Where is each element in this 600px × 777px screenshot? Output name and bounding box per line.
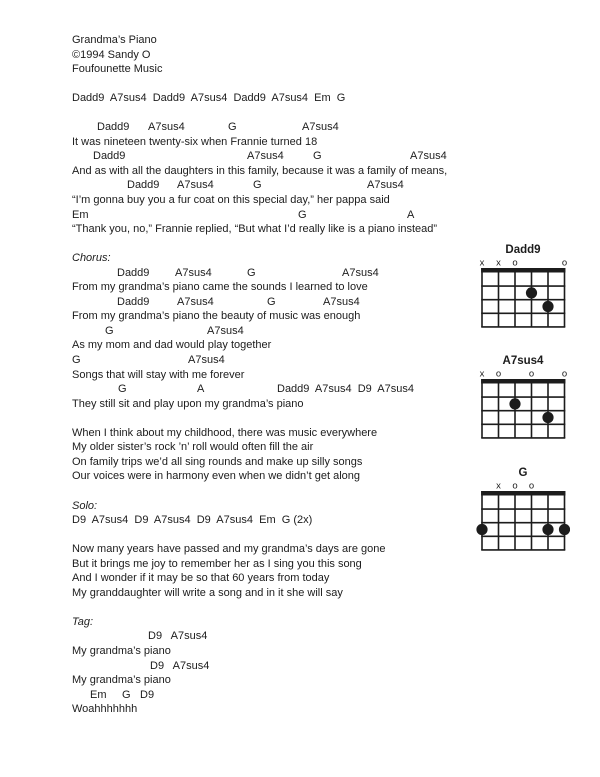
chord-name: Dadd9 [117,266,150,279]
lyric-line: From my grandma’s piano came the sounds I learned to love [72,281,368,294]
chord-name: G [298,208,307,221]
chord-name: A7sus4 [177,295,214,308]
chord-name: A7sus4 [148,121,185,134]
chord-name: D9 A7sus4 [150,659,210,672]
nut-bar [481,268,565,273]
lyric-line: My grandma’s piano [72,644,171,657]
lyric-line: My grandma’s piano [72,674,171,687]
chord-diagram-title: Dadd9 [505,244,541,256]
section-label: Tag: [72,615,94,628]
chord-name: A7sus4 [302,121,339,134]
chord-name: G [118,383,127,396]
chord-name: Dadd9 A7sus4 Dadd9 A7sus4 Dadd9 A7sus4 Em G [72,92,346,105]
chord-line [0,91,600,106]
chord-diagram-a7sus4 [476,355,570,440]
chord-name: A [197,383,205,396]
nut-bar [481,379,565,384]
chord-name: Em [90,688,107,701]
chord-name: D9 A7sus4 [148,630,208,643]
chord-name: A [407,208,415,221]
chord-diagram-title: A7sus4 [502,355,544,367]
chord-name: A7sus4 [177,179,214,192]
chord-name: A7sus4 [247,150,284,163]
muted-string-marker-icon: x [496,257,501,269]
header-line: Foufounette Music [72,63,163,76]
chord-name: Dadd9 [97,121,130,134]
fretboard-grid-icon [476,257,570,329]
nut-bar [481,491,565,496]
chord-name: Dadd9 [127,179,160,192]
muted-string-marker-icon: x [479,368,485,380]
chord-name: G [267,295,276,308]
lyric-line: On family trips we’d all sing rounds and make up silly songs [72,455,363,468]
chord-name: G [313,150,322,163]
chord-name: G [253,179,262,192]
chord-line [0,688,600,703]
finger-dot-icon [476,524,487,535]
lyric-line: When I think about my childhood, there was music everywhere [72,426,378,439]
lyric-line: Woahhhhhhh [72,703,138,716]
lyric-line: Songs that will stay with me forever [72,368,245,381]
finger-dot-icon [526,287,537,298]
lyric-line: My granddaughter will write a song and in it she will say [72,586,343,599]
chord-name: Dadd9 [117,295,150,308]
blank-line [0,77,600,92]
open-string-marker-icon: o [528,480,535,492]
chord-name: A7sus4 [188,354,225,367]
muted-string-marker-icon: x [479,257,485,269]
chord-name: A7sus4 [342,266,379,279]
chord-line [0,178,600,193]
open-string-marker-icon: o [495,368,502,380]
blank-line [0,106,600,121]
lyric-line: “Thank you, no,” Frannie replied, “But what I’d really like is a piano instead” [72,223,438,236]
finger-dot-icon [542,524,553,535]
finger-dot-icon [559,524,570,535]
header-line: Grandma’s Piano [72,34,157,46]
lyric-line: As my mom and dad would play together [72,339,272,352]
open-string-marker-icon: o [561,257,568,269]
fretboard-grid-icon [476,368,570,440]
open-string-marker-icon: o [528,368,535,380]
chord-name: Dadd9 [93,150,126,163]
chord-diagram-g [476,467,570,552]
chord-name: Em [72,208,89,221]
lyric-line: And I wonder if it may be so that 60 years from today [72,572,330,585]
chord-diagram-dadd9 [476,244,570,329]
finger-dot-icon [542,412,553,423]
chord-name: G [105,324,114,337]
chord-name: A7sus4 [410,150,447,163]
chord-name: G [72,354,81,367]
chord-line [0,149,600,164]
chord-diagram-title: G [518,467,528,479]
blank-line [0,600,600,615]
open-string-marker-icon: o [512,257,518,269]
lyric-line: But it brings me joy to remember her as I sing you this song [72,557,362,570]
chord-name: Dadd9 A7sus4 D9 A7sus4 [277,383,414,396]
chord-name: G [228,121,237,134]
section-label: Solo: [72,499,98,512]
chord-name: A7sus4 [175,266,212,279]
finger-dot-icon [542,301,553,312]
header-line: ©1994 Sandy O [72,48,151,61]
fretboard-grid-icon [476,480,570,552]
open-string-marker-icon: o [512,480,518,492]
lyric-line: From my grandma’s piano the beauty of music was enough [72,310,361,323]
finger-dot-icon [509,398,520,409]
chord-name: A7sus4 [323,295,360,308]
lyric-line: Now many years have passed and my grandma’s days are gone [72,543,386,556]
lyric-line: It was nineteen twenty-six when Frannie turned 18 [72,135,318,148]
section-label: Chorus: [72,252,111,265]
chord-name: A7sus4 [207,324,244,337]
chord-name: G [247,266,256,279]
chord-line [0,629,600,644]
chord-line [0,208,600,223]
chord-name: G [122,688,131,701]
chord-name: D9 [140,688,155,701]
lyric-line: “I’m gonna buy you a fur coat on this special day,” her pappa said [72,194,390,207]
lyric-line: My older sister’s rock ’n’ roll would often fill the air [72,441,314,454]
lyric-line: They still sit and play upon my grandma’s piano [72,397,304,410]
open-string-marker-icon: o [561,368,568,380]
chord-line [0,659,600,674]
chord-name: A7sus4 [367,179,404,192]
lyric-line: And as with all the daughters in this family, because it was a family of means, [72,164,448,177]
chord-name: D9 A7sus4 D9 A7sus4 D9 A7sus4 Em G (2x) [72,514,313,527]
muted-string-marker-icon: x [496,480,501,492]
lyric-line: Our voices were in harmony even when we didn’t get along [72,470,360,483]
chord-line [0,120,600,135]
